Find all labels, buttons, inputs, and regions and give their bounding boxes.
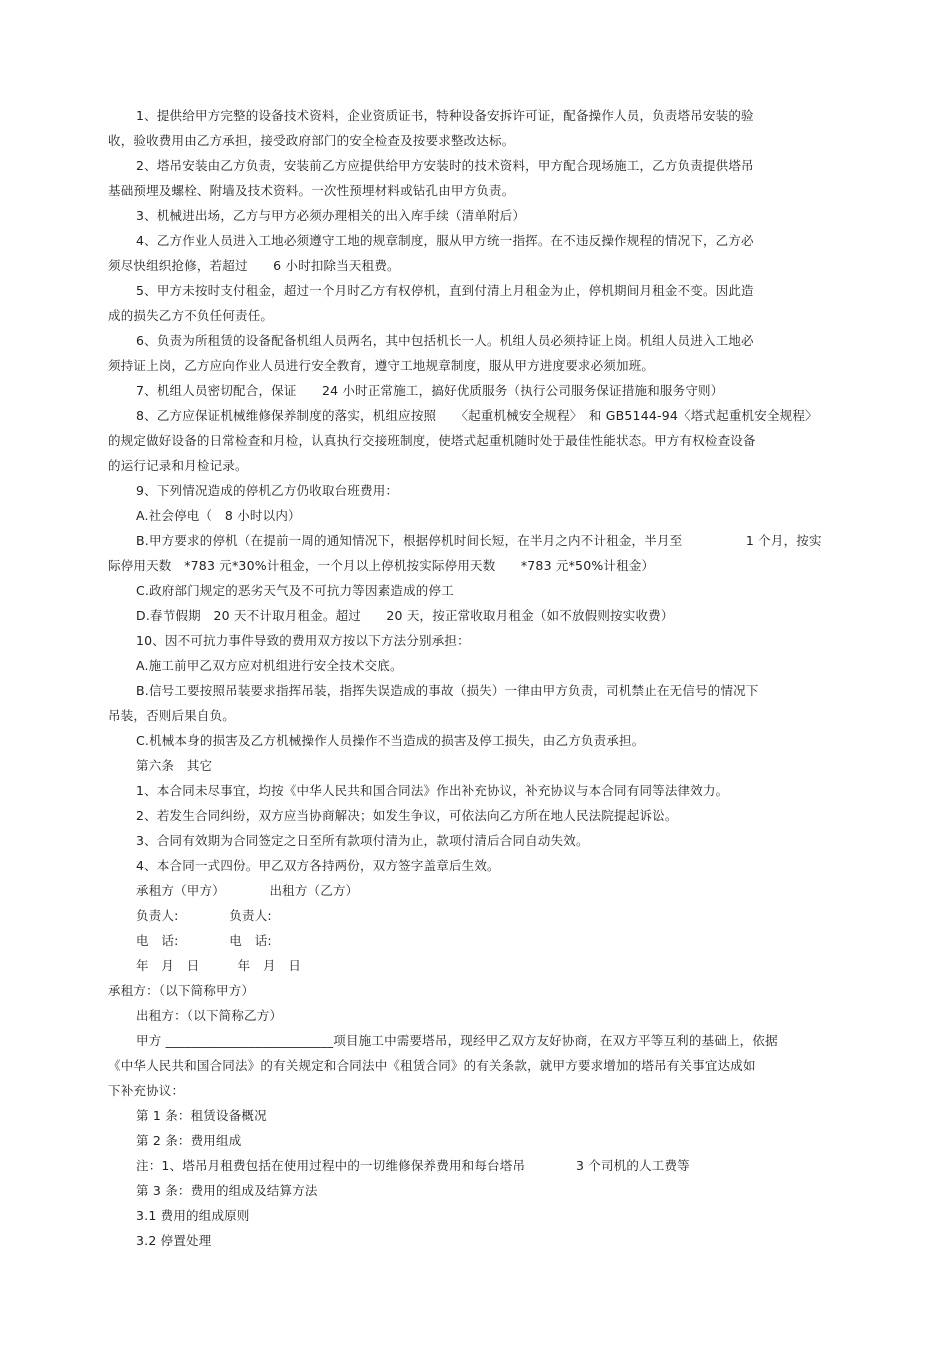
text-line: 的规定做好设备的日常检查和月检，认真执行交接班制度，使塔式起重机随时处于最佳性能状态。甲方有权检查设备: [108, 433, 756, 448]
text-line: B.信号工要按照吊装要求指挥吊装，指挥失误造成的事故（损失）一律由甲方负责，司机禁止在无信号的情况下: [136, 683, 759, 698]
text-line: 承租方：（以下简称甲方）: [108, 983, 255, 998]
text-line: D.春节假期 20 天不计取月租金。超过 20 天，按正常收取月租金（如不放假则按实收费）: [136, 608, 674, 623]
text-line: 3.1 费用的组成原则: [136, 1208, 250, 1223]
text-line: 负责人: 负责人:: [136, 908, 272, 923]
text-line: 9、下列情况造成的停机乙方仍收取台班费用：: [136, 483, 399, 498]
text-line: 5、甲方未按时支付租金，超过一个月时乙方有权停机，直到付清上月租金为止，停机期间月租金不变。因此造: [136, 283, 754, 298]
text-line: 2、若发生合同纠纷，双方应当协商解决；如发生争议，可依法向乙方所在地人民法院提起诉讼。: [136, 808, 678, 823]
text-line: 4、本合同一式四份。甲乙双方各持两份，双方签字盖章后生效。: [136, 858, 500, 873]
text-line: 电 话: 电 话:: [136, 933, 272, 948]
text-line: 第六条 其它: [136, 758, 213, 773]
text-line: 10、因不可抗力事件导致的费用双方按以下方法分别承担：: [136, 633, 470, 648]
text-line: 承租方（甲方） 出租方（乙方）: [136, 883, 359, 898]
text-line: 甲方 __________________________项目施工中需要塔吊，现经甲乙双方友好协商，在双方平等互利的基础上，依据: [136, 1033, 778, 1048]
text-line: 出租方：（以下简称乙方）: [136, 1008, 283, 1023]
text-line: 第 3 条：费用的组成及结算方法: [136, 1183, 318, 1198]
text-line: A.施工前甲乙双方应对机组进行安全技术交底。: [136, 658, 403, 673]
text-line: 3、机械进出场，乙方与甲方必须办理相关的出入库手续（清单附后）: [136, 208, 526, 223]
text-line: 6、负责为所租赁的设备配备机组人员两名，其中包括机长一人。机组人员必须持证上岗。机组人员进入工地必: [136, 333, 754, 348]
text-line: 《中华人民共和国合同法》的有关规定和合同法中《租赁合同》的有关条款，就甲方要求增加的塔吊有关事宜达成如: [108, 1058, 756, 1073]
text-line: 下补充协议：: [108, 1083, 185, 1098]
text-line: 成的损失乙方不负任何责任。: [108, 308, 274, 323]
text-line: 3.2 停置处理: [136, 1233, 212, 1248]
text-line: 第 2 条：费用组成: [136, 1133, 242, 1148]
text-line: C.机械本身的损害及乙方机械操作人员操作不当造成的损害及停工损失，由乙方负责承担。: [136, 733, 645, 748]
text-line: 8、乙方应保证机械维修保养制度的落实，机组应按照 〈起重机械安全规程〉 和 GB5144-94〈塔式起重机安全规程〉: [136, 408, 818, 423]
text-line: 1、本合同未尽事宜，均按《中华人民共和国合同法》作出补充协议，补充协议与本合同有同等法律效力。: [136, 783, 729, 798]
text-line: A.社会停电（ 8 小时以内）: [136, 508, 301, 523]
text-line: 7、机组人员密切配合，保证 24 小时正常施工，搞好优质服务（执行公司服务保证措施和服务守则）: [136, 383, 724, 398]
text-line: 须持证上岗，乙方应向作业人员进行安全教育，遵守工地规章制度，服从甲方进度要求必须加班。: [108, 358, 655, 373]
text-line: B.甲方要求的停机（在提前一周的通知情况下，根据停机时间长短，在半月之内不计租金，半月至 1 个月，按实: [136, 533, 822, 548]
text-line: 须尽快组织抢修，若超过 6 小时扣除当天租费。: [108, 258, 400, 273]
text-line: 的运行记录和月检记录。: [108, 458, 248, 473]
text-line: 基础预埋及螺栓、附墙及技术资料。一次性预埋材料或钻孔由甲方负责。: [108, 183, 515, 198]
text-line: 1、提供给甲方完整的设备技术资料，企业资质证书，特种设备安拆许可证，配备操作人员，负责塔吊安装的验: [136, 108, 754, 123]
text-line: 3、合同有效期为合同签定之日至所有款项付清为止，款项付清后合同自动失效。: [136, 833, 589, 848]
text-line: 收，验收费用由乙方承担，接受政府部门的安全检查及按要求整改达标。: [108, 133, 515, 148]
text-line: 4、乙方作业人员进入工地必须遵守工地的规章制度，服从甲方统一指挥。在不违反操作规程的情况下，乙方必: [136, 233, 754, 248]
text-line: 注：1、塔吊月租费包括在使用过程中的一切维修保养费用和每台塔吊 3 个司机的人工费等: [136, 1158, 690, 1173]
text-line: 年 月 日 年 月 日: [136, 958, 302, 973]
text-line: 吊装，否则后果自负。: [108, 708, 236, 723]
text-line: 2、塔吊安装由乙方负责，安装前乙方应提供给甲方安装时的技术资料，甲方配合现场施工，乙方负责提供塔吊: [136, 158, 754, 173]
text-line: 第 1 条：租赁设备概况: [136, 1108, 267, 1123]
text-line: 际停用天数 *783 元*30%计租金，一个月以上停机按实际停用天数 *783 元*50%计租金）: [108, 558, 655, 573]
text-line: C.政府部门规定的恶劣天气及不可抗力等因素造成的停工: [136, 583, 454, 598]
